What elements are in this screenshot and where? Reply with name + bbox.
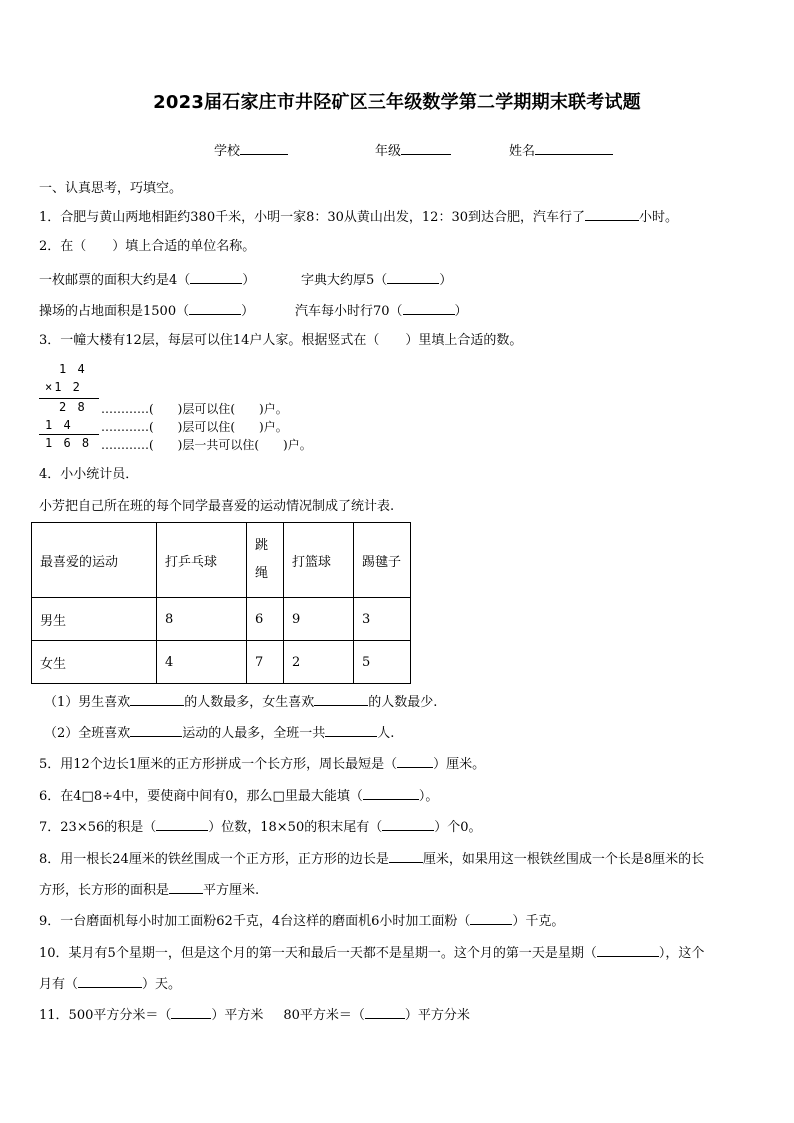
grade-field	[375, 140, 451, 159]
q4-s2-blank-2[interactable]	[325, 723, 377, 737]
calc-row-3: 2 8	[59, 400, 87, 414]
question-8	[39, 849, 704, 869]
calc-fill-3: …………( )层一共可以住( )户。	[101, 438, 312, 452]
table-row	[32, 641, 411, 684]
q2-item-d	[295, 301, 468, 321]
q6-blank[interactable]	[363, 786, 419, 800]
question-6	[39, 786, 438, 806]
name-field	[509, 140, 613, 159]
q11-a-tail: ）平方米	[211, 1008, 264, 1023]
table-cell: 7	[247, 641, 284, 684]
calc-fill-2: …………( )层可以住( )户。	[101, 420, 288, 434]
q8-text: 8．用一根长24厘米的铁丝围成一个正方形，正方形的边长是	[39, 852, 389, 867]
name-label: 姓名	[509, 144, 536, 159]
q2-b-blank[interactable]	[387, 270, 439, 284]
q2-c-tail: ）	[241, 304, 255, 319]
q10-mid: ），这个	[658, 946, 705, 961]
q2-c-text: 操场的占地面积是1500（	[39, 304, 190, 319]
calc-rule-2	[39, 434, 99, 435]
table-cell: 男生	[32, 598, 157, 641]
table-header-cell	[247, 523, 284, 598]
q5-blank[interactable]	[397, 754, 433, 768]
q8-line2: 方形，长方形的面积是	[39, 883, 170, 898]
header-jump-rope: 跳绳	[255, 538, 269, 581]
table-cell: 2	[284, 641, 354, 684]
question-1	[39, 207, 678, 227]
q11-blank-2[interactable]	[365, 1005, 405, 1019]
q2-a-text: 一枚邮票的面积大约是4（	[39, 273, 191, 288]
q5-text: 5．用12个边长1厘米的正方形拼成一个长方形，周长最短是（	[39, 757, 398, 772]
table-header-cell: 打篮球	[284, 523, 354, 598]
table-header-row	[32, 523, 411, 598]
q4-s2-tail: 人.	[377, 726, 395, 741]
q7-text: 7．23×56的积是（	[39, 820, 157, 835]
question-11	[39, 1005, 470, 1025]
q8-blank-2[interactable]	[169, 880, 203, 894]
q11-blank-1[interactable]	[171, 1005, 211, 1019]
q11-a-text: 11．500平方分米＝（	[39, 1008, 172, 1023]
name-blank[interactable]	[535, 141, 613, 155]
q10-text: 10．某月有5个星期一，但是这个月的第一天和最后一天都不是星期一。这个月的第一天是星期（	[39, 946, 597, 961]
page-title: 2023届石家庄市井陉矿区三年级数学第二学期期末联考试题	[153, 92, 641, 113]
table-header-cell: 踢毽子	[354, 523, 411, 598]
q4-s1-tail: 的人数最少.	[368, 695, 438, 710]
q2-d-blank[interactable]	[403, 301, 455, 315]
q10-blank-2[interactable]	[78, 974, 142, 988]
question-10-line-2	[39, 974, 181, 994]
table-cell: 5	[354, 641, 411, 684]
q2-a-tail: ）	[242, 273, 256, 288]
q4-s1-text: （1）男生喜欢	[44, 695, 131, 710]
q8-mid: 厘米，如果用这一根铁丝围成一个长是8厘米的长	[422, 852, 705, 867]
q2-item-c	[39, 301, 254, 321]
school-label: 学校	[214, 144, 241, 159]
vertical-multiplication	[39, 362, 359, 452]
table-header-cell: 最喜爱的运动	[32, 523, 157, 598]
stats-table	[31, 522, 411, 684]
q4-s2-blank-1[interactable]	[130, 723, 182, 737]
q11-b-text: 80平方米＝（	[283, 1008, 365, 1023]
q11-b-tail: ）平方分米	[404, 1008, 470, 1023]
q2-a-blank[interactable]	[190, 270, 242, 284]
q9-blank[interactable]	[470, 911, 512, 925]
q4-description: 小芳把自己所在班的每个同学最喜爱的运动情况制成了统计表.	[39, 499, 395, 514]
table-cell: 4	[157, 641, 247, 684]
q2-d-tail: ）	[454, 304, 468, 319]
q8-blank-1[interactable]	[389, 849, 423, 863]
q10-tail: ）天。	[142, 977, 182, 992]
calc-rule-1	[39, 398, 99, 399]
q7-blank-1[interactable]	[156, 817, 208, 831]
school-blank[interactable]	[240, 141, 288, 155]
q2-d-text: 汽车每小时行70（	[295, 304, 403, 319]
table-cell: 8	[157, 598, 247, 641]
calc-row-1: 1 4	[59, 362, 87, 376]
calc-row-4: 1 4	[45, 418, 73, 432]
q7-tail: ）个0。	[434, 820, 482, 835]
table-cell: 3	[354, 598, 411, 641]
question-10	[39, 943, 704, 963]
question-2: 2．在（ ）填上合适的单位名称。	[39, 239, 256, 254]
q4-s1-mid: 的人数最多，女生喜欢	[184, 695, 315, 710]
q10-line2: 月有（	[39, 977, 79, 992]
q9-text: 9．一台磨面机每小时加工面粉62千克，4台这样的磨面机6小时加工面粉（	[39, 914, 471, 929]
q10-blank-1[interactable]	[597, 943, 659, 957]
calc-fill-1: …………( )层可以住( )户。	[101, 402, 288, 416]
q2-item-a	[39, 270, 255, 290]
q1-blank[interactable]	[585, 207, 639, 221]
table-cell: 6	[247, 598, 284, 641]
q7-blank-2[interactable]	[382, 817, 434, 831]
q4-s1-blank-2[interactable]	[314, 692, 368, 706]
q5-tail: ）厘米。	[433, 757, 486, 772]
question-7	[39, 817, 482, 837]
q4-s2-text: （2）全班喜欢	[44, 726, 131, 741]
q2-b-tail: ）	[439, 273, 453, 288]
table-cell: 女生	[32, 641, 157, 684]
question-4: 4．小小统计员．	[39, 467, 139, 482]
q4-subquestion-1	[44, 692, 437, 712]
q1-text: 1．合肥与黄山两地相距约380千米，小明一家8：30从黄山出发，12：30到达合肥，汽车行了	[39, 210, 585, 225]
q2-c-blank[interactable]	[189, 301, 241, 315]
question-8-line-2	[39, 880, 259, 900]
q4-s2-mid: 运动的人最多，全班一共	[182, 726, 326, 741]
q4-subquestion-2	[44, 723, 394, 743]
table-header-cell: 打乒乓球	[157, 523, 247, 598]
grade-label: 年级	[375, 144, 402, 159]
q9-tail: ）千克。	[512, 914, 565, 929]
question-9	[39, 911, 564, 931]
question-5	[39, 754, 485, 774]
question-3: 3．一幢大楼有12层，每层可以住14户人家。根据竖式在（ ）里填上合适的数。	[39, 333, 523, 348]
q4-s1-blank-1[interactable]	[130, 692, 184, 706]
grade-blank[interactable]	[401, 141, 451, 155]
table-row	[32, 598, 411, 641]
school-field	[214, 140, 288, 159]
q1-tail: 小时。	[638, 210, 678, 225]
section-heading: 一、认真思考，巧填空。	[39, 181, 183, 196]
q8-tail: 平方厘米.	[203, 883, 260, 898]
calc-row-5: 1 6 8	[45, 436, 92, 450]
q6-tail: ）。	[418, 789, 439, 804]
q2-item-b	[301, 270, 452, 290]
table-cell: 9	[284, 598, 354, 641]
calc-row-2: ×1 2	[45, 380, 82, 394]
q7-mid: ）位数，18×50的积末尾有（	[208, 820, 383, 835]
q6-text: 6．在4□8÷4中，要使商中间有0，那么□里最大能填（	[39, 789, 363, 804]
q2-b-text: 字典大约厚5（	[301, 273, 388, 288]
